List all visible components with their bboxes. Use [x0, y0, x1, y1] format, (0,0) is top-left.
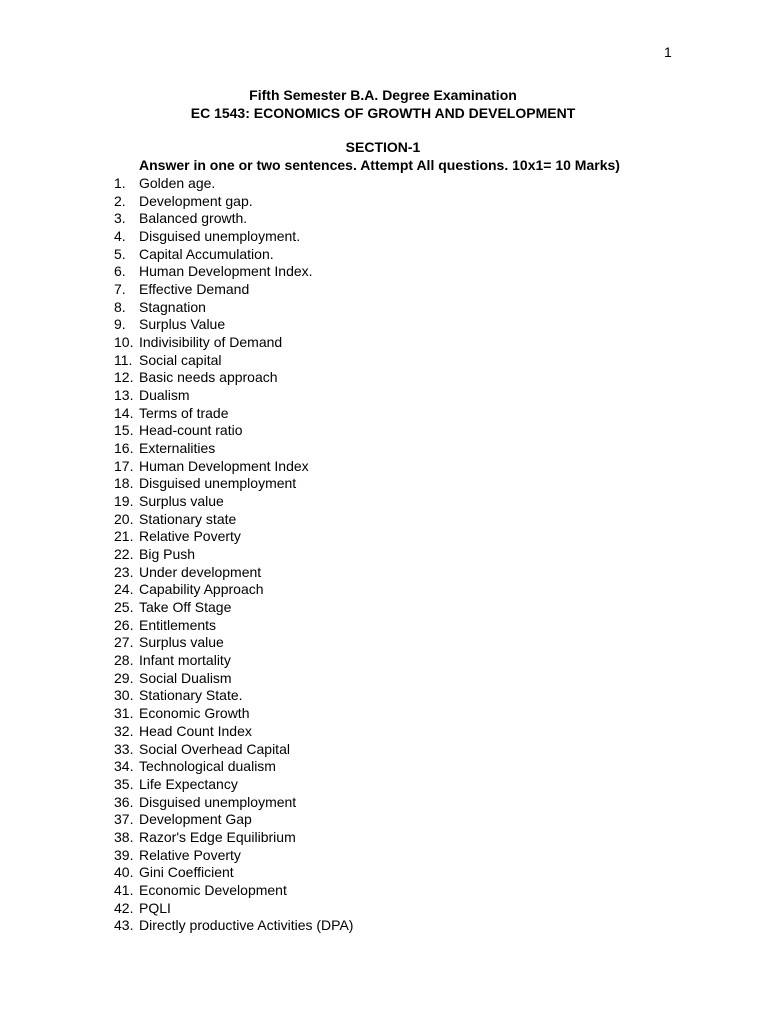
section-title: SECTION-1 — [345, 139, 421, 155]
question-item — [114, 546, 353, 564]
question-number: 38. — [114, 828, 134, 845]
question-text: Directly productive Activities (DPA) — [139, 917, 354, 934]
question-number: 33. — [114, 740, 134, 757]
question-item — [114, 493, 353, 511]
question-text: Take Off Stage — [139, 599, 232, 616]
question-number: 40. — [114, 864, 134, 881]
question-item — [114, 776, 353, 794]
question-text: Surplus value — [139, 634, 224, 651]
question-text: Surplus value — [139, 493, 224, 510]
question-item — [114, 528, 353, 546]
question-number: 13. — [114, 387, 134, 404]
question-item — [114, 634, 353, 652]
question-item — [114, 705, 353, 723]
question-text: Disguised unemployment — [139, 793, 297, 810]
question-number: 16. — [114, 440, 134, 457]
question-text: Head-count ratio — [139, 422, 243, 439]
section-instructions: Answer in one or two sentences. Attempt All questions. 10x1= 10 Marks) — [139, 157, 620, 173]
question-number: 37. — [114, 811, 134, 828]
question-number: 32. — [114, 722, 134, 739]
question-number: 26. — [114, 616, 134, 633]
question-item — [114, 405, 353, 423]
question-number: 6. — [114, 263, 126, 280]
question-number: 2. — [114, 192, 126, 209]
question-text: Stationary state — [139, 510, 237, 527]
question-text: Stationary State. — [139, 687, 243, 704]
question-item — [114, 599, 353, 617]
question-number: 36. — [114, 793, 134, 810]
question-item — [114, 316, 353, 334]
question-text: PQLI — [139, 899, 171, 916]
question-text: Effective Demand — [139, 281, 250, 298]
question-number: 22. — [114, 546, 134, 563]
question-item — [114, 511, 353, 529]
question-item — [114, 440, 353, 458]
question-number: 28. — [114, 652, 134, 669]
question-number: 23. — [114, 563, 134, 580]
question-number: 7. — [114, 281, 126, 298]
question-number: 31. — [114, 705, 134, 722]
question-item — [114, 475, 353, 493]
question-item — [114, 334, 353, 352]
question-text: Economic Development — [139, 881, 287, 898]
question-item — [114, 193, 353, 211]
question-item — [114, 246, 353, 264]
question-number: 11. — [114, 351, 133, 368]
question-text: Externalities — [139, 440, 216, 457]
question-number: 21. — [114, 528, 134, 545]
question-item — [114, 263, 353, 281]
question-item — [114, 811, 353, 829]
question-item — [114, 917, 353, 935]
question-number: 35. — [114, 775, 134, 792]
question-text: Human Development Index — [139, 457, 309, 474]
question-text: Terms of trade — [139, 404, 229, 421]
question-text: Razor's Edge Equilibrium — [139, 828, 296, 845]
question-number: 9. — [114, 316, 126, 333]
question-item — [114, 900, 353, 918]
question-text: Balanced growth. — [139, 210, 248, 227]
question-item — [114, 687, 353, 705]
question-item — [114, 422, 353, 440]
question-text: Under development — [139, 563, 262, 580]
question-item — [114, 847, 353, 865]
question-number: 3. — [114, 210, 126, 227]
exam-header — [0, 87, 766, 122]
exam-title: Fifth Semester B.A. Degree Examination — [249, 87, 517, 103]
question-number: 20. — [114, 510, 134, 527]
question-text: Relative Poverty — [139, 528, 241, 545]
question-number: 27. — [114, 634, 134, 651]
question-text: Golden age. — [139, 175, 216, 191]
question-item — [114, 581, 353, 599]
question-item — [114, 652, 353, 670]
question-text: Development gap. — [139, 192, 253, 209]
question-number: 24. — [114, 581, 134, 598]
page-number: 1 — [664, 44, 672, 60]
question-text: Basic needs approach — [139, 369, 278, 386]
course-title: EC 1543: ECONOMICS OF GROWTH AND DEVELOPMENT — [190, 104, 576, 121]
question-number: 25. — [114, 599, 134, 616]
question-number: 43. — [114, 917, 134, 934]
question-item — [114, 175, 353, 193]
question-text: Infant mortality — [139, 652, 231, 669]
question-number: 10. — [114, 334, 134, 351]
question-text: Relative Poverty — [139, 846, 241, 863]
question-item — [114, 864, 353, 882]
question-text: Economic Growth — [139, 705, 250, 722]
question-item — [114, 829, 353, 847]
question-item — [114, 794, 353, 812]
question-number: 4. — [114, 228, 126, 245]
question-text: Head Count Index — [139, 722, 252, 739]
question-number: 18. — [114, 475, 134, 492]
question-item — [114, 352, 353, 370]
question-number: 14. — [114, 404, 134, 421]
question-number: 19. — [114, 493, 134, 510]
question-text: Social Overhead Capital — [139, 740, 290, 757]
question-item — [114, 369, 353, 387]
question-number: 34. — [114, 758, 134, 775]
question-number: 41. — [114, 881, 134, 898]
question-number: 30. — [114, 687, 134, 704]
question-text: Human Development Index. — [139, 263, 313, 280]
question-text: Life Expectancy — [139, 775, 238, 792]
question-item — [114, 617, 353, 635]
question-number: 17. — [114, 457, 134, 474]
question-text: Social Dualism — [139, 669, 232, 686]
question-text: Dualism — [139, 387, 190, 404]
question-number: 29. — [114, 669, 134, 686]
question-text: Capital Accumulation. — [139, 245, 274, 262]
question-text: Indivisibility of Demand — [139, 334, 283, 351]
question-text: Gini Coefficient — [139, 864, 234, 881]
question-list — [114, 175, 353, 935]
question-number: 1. — [114, 175, 126, 191]
question-item — [114, 281, 353, 299]
question-number: 39. — [114, 846, 134, 863]
question-text: Disguised unemployment. — [139, 228, 301, 245]
question-item — [114, 723, 353, 741]
question-number: 15. — [114, 422, 134, 439]
question-item — [114, 741, 353, 759]
question-item — [114, 458, 353, 476]
question-item — [114, 387, 353, 405]
question-text: Surplus Value — [139, 316, 226, 333]
question-item — [114, 670, 353, 688]
question-item — [114, 564, 353, 582]
question-text: Capability Approach — [139, 581, 264, 598]
question-item — [114, 882, 353, 900]
question-text: Development Gap — [139, 811, 252, 828]
question-text: Stagnation — [139, 298, 206, 315]
question-text: Social capital — [139, 351, 222, 368]
question-number: 12. — [114, 369, 134, 386]
question-item — [114, 758, 353, 776]
question-number: 5. — [114, 245, 126, 262]
question-number: 8. — [114, 298, 126, 315]
question-text: Big Push — [139, 546, 196, 563]
question-number: 42. — [114, 899, 134, 916]
question-text: Disguised unemployment — [139, 475, 297, 492]
question-item — [114, 299, 353, 317]
question-text: Technological dualism — [139, 758, 276, 775]
question-item — [114, 210, 353, 228]
question-item — [114, 228, 353, 246]
question-text: Entitlements — [139, 616, 217, 633]
